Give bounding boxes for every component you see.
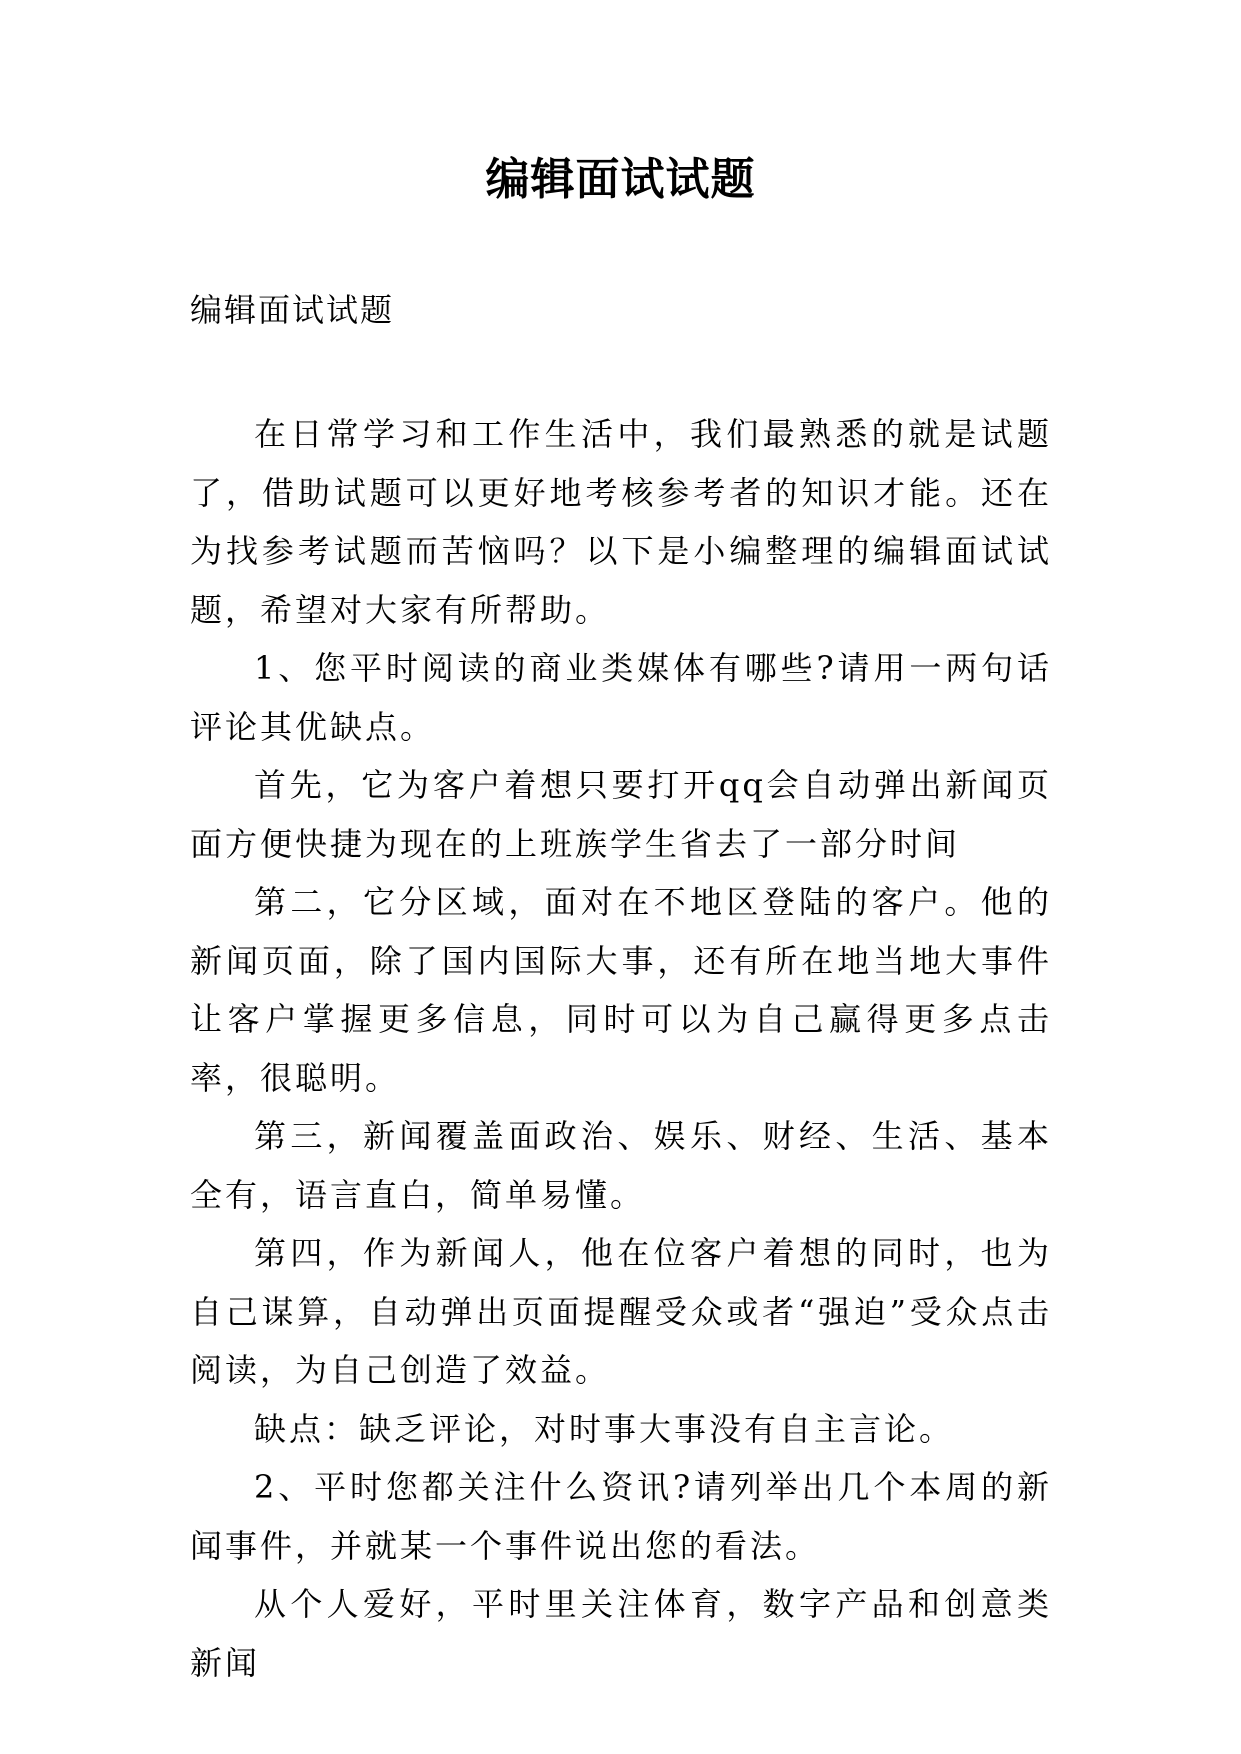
answer-2-start: 从个人爱好，平时里关注体育，数字产品和创意类新闻 bbox=[190, 1585, 1052, 1682]
answer-1-second: 第二，它分区域，面对在不地区登陆的客户。他的新闻页面，除了国内国际大事，还有所在地当地大事件让客户掌握更多信息，同时可以为自己赢得更多点击率，很聪明。 bbox=[190, 883, 1052, 1097]
answer-1-fourth: 第四，作为新闻人，他在位客户着想的同时，也为自己谋算，自动弹出页面提醒受众或者“强迫”受众点击阅读，为自己创造了效益。 bbox=[190, 1234, 1052, 1389]
document-title: 编辑面试试题 bbox=[485, 154, 756, 205]
paragraph-intro: 在日常学习和工作生活中，我们最熟悉的就是试题了，借助试题可以更好地考核参考者的知识才能。还在为找参考试题而苦恼吗？以下是小编整理的编辑面试试题，希望对大家有所帮助。 bbox=[190, 415, 1052, 629]
question-1: 1、您平时阅读的商业类媒体有哪些?请用一两句话评论其优缺点。 bbox=[190, 649, 1052, 746]
document-subtitle: 编辑面试试题 bbox=[190, 291, 395, 329]
document-body bbox=[190, 405, 1052, 1692]
answer-1-third: 第三，新闻覆盖面政治、娱乐、财经、生活、基本全有，语言直白，简单易懂。 bbox=[190, 1117, 1052, 1214]
answer-1-shortcomings: 缺点：缺乏评论，对时事大事没有自主言论。 bbox=[254, 1409, 955, 1448]
answer-1-first: 首先，它为客户着想只要打开qq会自动弹出新闻页面方便快捷为现在的上班族学生省去了一部分时间 bbox=[190, 766, 1052, 863]
question-2: 2、平时您都关注什么资讯?请列举出几个本周的新闻事件，并就某一个事件说出您的看法。 bbox=[190, 1468, 1052, 1565]
